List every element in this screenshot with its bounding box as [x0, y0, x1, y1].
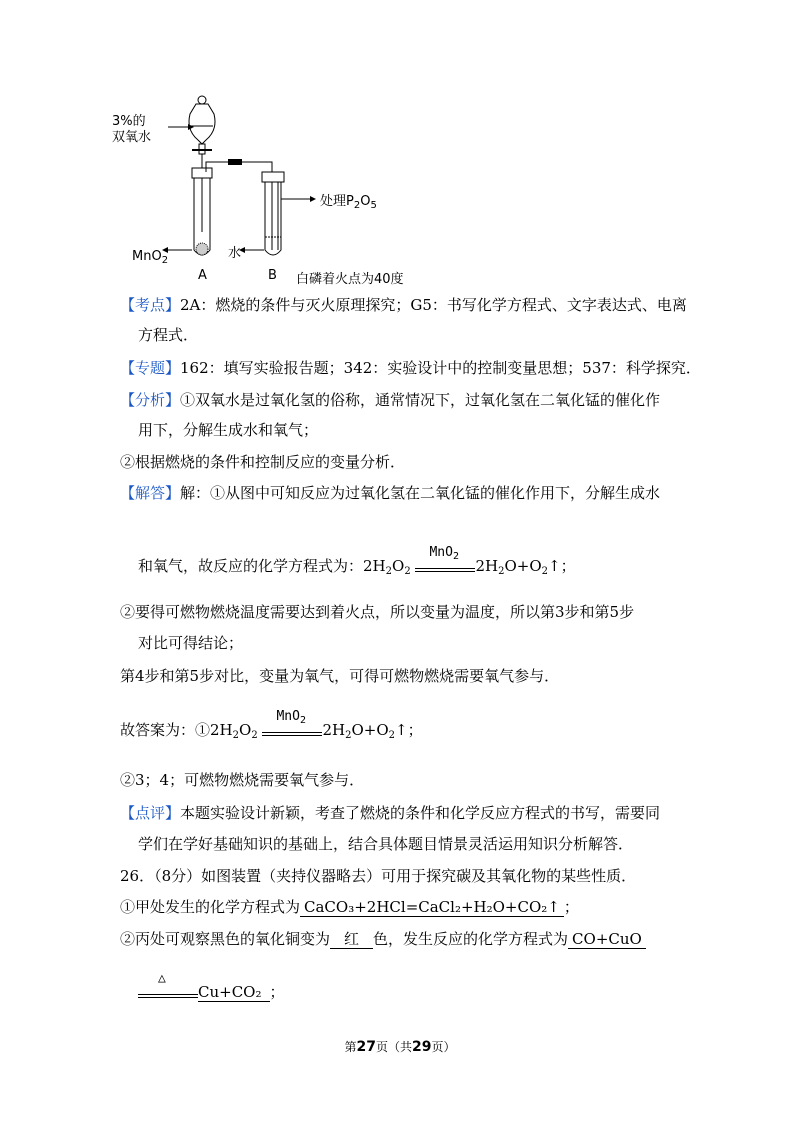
label-tube-b: B: [268, 268, 277, 283]
heat-arrow: △: [138, 983, 198, 1003]
label-h2o2: 双氧水: [112, 130, 152, 145]
q26-answer-2b: Cu+CO₂: [198, 983, 270, 1002]
jieda-line3: ②要得可燃物燃烧温度需要达到着火点，所以变量为温度，所以第3步和第5步: [120, 603, 635, 621]
dianping-line1: 【点评】本题实验设计新颖，考查了燃烧的条件和化学反应方程式的书写，需要同: [120, 804, 661, 822]
answer-equation-line: 故答案为：$①2H_2O_2$ MnO$_2$ $2H_2O+O_2↑$；: [120, 709, 423, 741]
jieda-line1: 【解答】解：①从图中可知反应为过氧化氢在二氧化锰的催化作用下，分解生成水: [120, 484, 661, 502]
q26-answer-2a: CO+CuO: [568, 930, 646, 949]
fenxi-line1: 【分析】①双氧水是过氧化氢的俗称，通常情况下，过氧化氢在二氧化锰的催化作: [120, 391, 661, 409]
fenxi-line2: 用下，分解生成水和氧气；: [138, 421, 319, 439]
jieda-tag: 【解答】: [120, 484, 181, 502]
jieda-line4: 对比可得结论；: [138, 634, 244, 652]
catalyst-arrow: MnO$_2$: [415, 557, 475, 577]
current-page: 27: [356, 1039, 376, 1055]
q26-part2-cont: △ Cu+CO₂ ；: [138, 982, 285, 1003]
zhuanti-line: 【专题】162：填写实验报告题；342：实验设计中的控制变量思想；537：科学探究．: [120, 359, 701, 377]
q26-part1: ①甲处发生的化学方程式为 CaCO₃+2HCl=CaCl₂+H₂O+CO₂↑ ；: [120, 898, 579, 916]
dianping-line2: 学们在学好基础知识的基础上，结合具体题目情景灵活运用知识分析解答．: [138, 835, 634, 853]
q26-answer-1: CaCO₃+2HCl=CaCl₂+H₂O+CO₂↑: [300, 898, 564, 917]
label-h2o2-concentration: 3%的: [112, 114, 146, 129]
total-pages: 29: [412, 1039, 432, 1055]
dianping-tag: 【点评】: [120, 804, 181, 822]
fenxi-line3: ②根据燃烧的条件和控制反应的变量分析．: [120, 453, 406, 471]
catalyst-arrow-2: MnO$_2$: [262, 721, 322, 741]
kaodian-tag: 【考点】: [120, 296, 181, 314]
jieda-line5: 第4步和第5步对比，变量为氧气，可得可燃物燃烧需要氧气参与．: [120, 667, 560, 685]
jieda-line7: ②3；4；可燃物燃烧需要氧气参与．: [120, 771, 365, 789]
kaodian-line1: 【考点】2A：燃烧的条件与灭火原理探究；G5：书写化学方程式、文字表达式、电离: [120, 296, 687, 314]
q26-stem: 26．（8分）如图装置（夹持仪器略去）可用于探究碳及其氧化物的某些性质．: [120, 867, 637, 885]
fenxi-tag: 【分析】: [120, 391, 181, 409]
kaodian-line2: 方程式．: [138, 326, 199, 344]
label-ignition-point: 白磷着火点为40度: [296, 272, 404, 287]
jieda-equation-line: 和氧气，故反应的化学方程式为：$2H_2O_2$ MnO$_2$ $2H_2O+O_2↑$；: [138, 545, 576, 577]
label-water: 水: [228, 246, 242, 261]
page-footer: 第27页（共29页）: [344, 1039, 456, 1055]
q26-answer-color: 红: [330, 930, 373, 949]
zhuanti-tag: 【专题】: [120, 359, 181, 377]
apparatus-figure: [110, 92, 440, 287]
label-mno2: MnO$_2$: [132, 249, 169, 266]
label-tube-a: A: [198, 268, 207, 283]
label-p2o5: 处理$P_2O_5$: [320, 194, 377, 211]
q26-part2: ②丙处可观察黑色的氧化铜变为 红 色，发生反应的化学方程式为 CO+CuO: [120, 929, 646, 949]
